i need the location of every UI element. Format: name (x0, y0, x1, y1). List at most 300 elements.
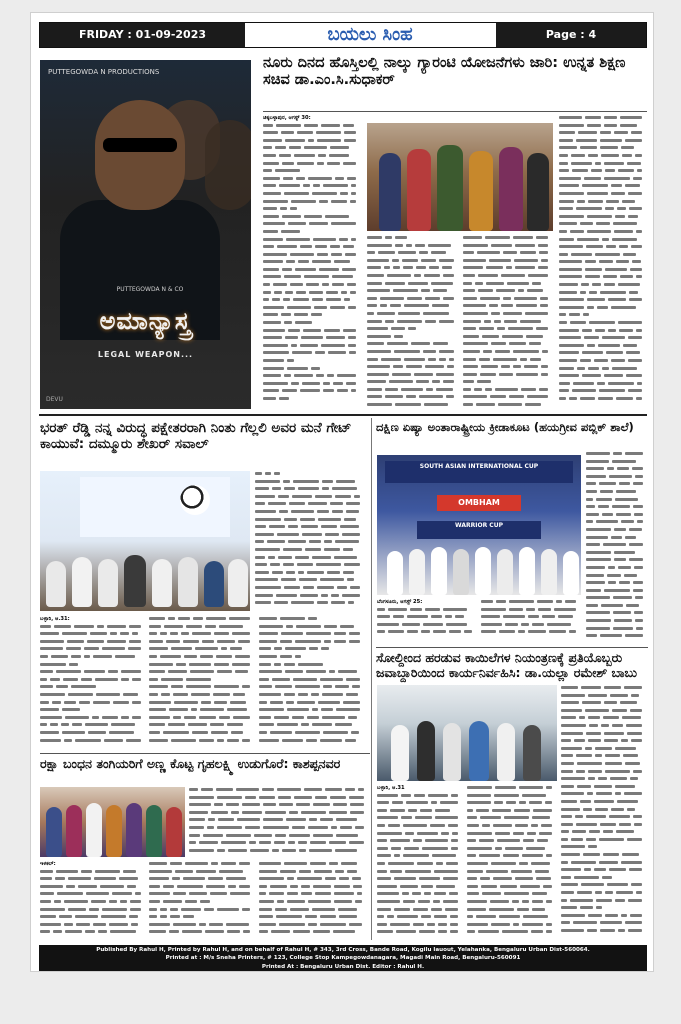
body-text-line (40, 914, 146, 922)
body-text-line (481, 629, 581, 637)
body-text-line (259, 738, 365, 746)
body-text-line (463, 303, 553, 311)
body-text-line (189, 833, 369, 841)
body-text-line (559, 381, 647, 389)
body-text-line (586, 459, 648, 467)
body-text-line (559, 305, 647, 313)
body-text-line (367, 288, 459, 296)
body-text-line (367, 364, 459, 372)
body-text-line (149, 922, 255, 930)
body-text-line (189, 825, 369, 833)
body-text-line (259, 639, 365, 647)
body-text-line (259, 876, 367, 884)
body-text-line (40, 631, 146, 639)
body-text-line (377, 922, 463, 930)
divider (40, 753, 370, 754)
body-text-line (149, 631, 255, 639)
body-text-line (586, 504, 648, 512)
body-text-line (586, 497, 648, 505)
article-photo (367, 123, 553, 231)
divider (263, 111, 647, 112)
body-text-line (586, 595, 648, 603)
body-text-line (263, 199, 361, 207)
body-text-line (255, 562, 365, 570)
body-text-line (561, 753, 647, 761)
body-text-line (561, 860, 647, 868)
body-text-line (259, 624, 365, 632)
body-text-line (559, 282, 647, 290)
body-text-line (263, 366, 361, 374)
body-text-line (559, 168, 647, 176)
imprint-printer: Printed at : M/s Sneha Printers, # 123, College Stop Kampegowdanagara, Magadi Main Road, Bengaluru-560091 (165, 955, 521, 962)
body-text-line (561, 882, 647, 890)
body-text-line (586, 573, 648, 581)
body-text-line (255, 486, 365, 494)
body-text-line (259, 715, 365, 723)
body-text-line (259, 929, 367, 937)
body-text-line (263, 267, 361, 275)
body-text-line (40, 876, 146, 884)
body-text-line (561, 738, 647, 746)
body-text-line (149, 616, 255, 624)
body-text-line (259, 616, 365, 624)
body-text-line (40, 684, 146, 692)
body-text-line (467, 815, 557, 823)
body-text-line (561, 693, 647, 701)
body-text-line (586, 542, 648, 550)
body-text-line (259, 677, 365, 685)
story-dateline: ಚಿಕ್ಕಬಳ್ಳಾಪುರ, ಆಗಸ್ಟ್ 30: (263, 115, 311, 121)
body-text-line (463, 243, 553, 251)
body-text-line (149, 662, 255, 670)
body-text-line (561, 890, 647, 898)
body-text-line (255, 570, 365, 578)
body-text-line (561, 715, 647, 723)
body-text-line (149, 929, 255, 937)
imprint-editor: Printed At : Bengaluru Urban Dist. Editor : Rahul H. (261, 963, 425, 970)
body-text-line (561, 822, 647, 830)
story-dateline: ಇಳಕಲ್: (40, 861, 56, 867)
article-body (259, 861, 367, 941)
body-text-line (149, 692, 255, 700)
body-text-line (40, 884, 146, 892)
newspaper-title: ಬಯಲು ಸಿಂಹ (327, 24, 413, 45)
masthead (39, 22, 647, 48)
body-text-line (263, 259, 361, 267)
body-text-line (377, 929, 463, 937)
body-text-line (367, 357, 459, 365)
body-text-line (259, 722, 365, 730)
body-text-line (561, 844, 647, 852)
story-dateline: ಬಳ್ಳಾರಿ, ಆ.31: (40, 616, 70, 622)
body-text-line (367, 334, 459, 342)
article-photo (40, 471, 250, 611)
body-text-line (263, 373, 361, 381)
body-text-line (467, 876, 557, 884)
body-text-line (561, 799, 647, 807)
story-headline: ಸೋಲ್ದೀಂದ ಹರಡುವ ಕಾಯಿಲೆಗಳ ನಿಯಂತ್ರಣಕ್ಕೆ ಪ್ರತಿಯೊಬ್ಬರು ಜವಾಬ್ದಾರಿಯಿಂದ ಕಾರ್ಯನಿರ್ವಹಿಸಿ: ಡಾ.ಯಲ್ಲಾ ರಮೇಶ್ ಬಾಬು (376, 650, 637, 680)
body-text-line (467, 838, 557, 846)
body-text-line (586, 489, 648, 497)
production-label: PUTTEGOWDA N PRODUCTIONS (48, 68, 160, 76)
event-banner-mid: OMBHAM (437, 495, 521, 511)
article-body (561, 685, 647, 940)
body-text-line (263, 138, 361, 146)
body-text-line (259, 707, 365, 715)
body-text-line (463, 341, 553, 349)
body-text-line (263, 388, 361, 396)
body-text-line (263, 290, 361, 298)
body-text-line (561, 769, 647, 777)
body-text-line (559, 206, 647, 214)
body-text-line (561, 920, 647, 928)
body-text-line (40, 639, 146, 647)
body-text-line (259, 869, 367, 877)
body-text-line (263, 252, 361, 260)
body-text-line (561, 700, 647, 708)
body-text-line (463, 311, 553, 319)
body-text-line (586, 603, 648, 611)
body-text-line (467, 808, 557, 816)
body-text-line (259, 922, 367, 930)
body-text-line (189, 795, 369, 803)
body-text-line (467, 785, 557, 793)
body-text-line (467, 823, 557, 831)
body-text-line (40, 654, 146, 662)
body-text-line (586, 481, 648, 489)
story-dateline: ಬೆಂಗಳೂರು, ಆಗಸ್ಟ್ 25: (377, 599, 423, 605)
body-text-line (463, 372, 553, 380)
body-text-line (40, 899, 146, 907)
body-text-line (377, 853, 463, 861)
body-text-line (463, 258, 553, 266)
article-body (259, 616, 365, 750)
body-text-line (367, 265, 459, 273)
article-body (481, 599, 581, 643)
sunglasses-icon (103, 138, 177, 152)
body-text-line (559, 343, 647, 351)
poster-footer: DEVU (46, 396, 63, 403)
body-text-line (467, 914, 557, 922)
body-text-line (149, 876, 255, 884)
body-text-line (463, 288, 553, 296)
body-text-line (467, 869, 557, 877)
body-text-line (263, 320, 361, 328)
body-text-line (367, 349, 459, 357)
body-text-line (255, 555, 365, 563)
body-text-line (40, 869, 146, 877)
movie-logo: ಅಮಾನ್ಯಾಸ್ತ್ರ (99, 306, 192, 335)
body-text-line (263, 229, 361, 237)
body-text-line (367, 303, 459, 311)
body-text-line (377, 861, 463, 869)
article-body (263, 115, 361, 410)
body-text-line (189, 787, 369, 795)
body-text-line (367, 379, 459, 387)
body-text-line (586, 550, 648, 558)
body-text-line (263, 350, 361, 358)
body-text-line (377, 899, 463, 907)
body-text-line (263, 214, 361, 222)
body-text-line (367, 319, 459, 327)
body-text-line (559, 153, 647, 161)
article-photo (40, 787, 185, 857)
body-text-line (367, 394, 459, 402)
body-text-line (149, 707, 255, 715)
body-text-line (467, 899, 557, 907)
body-text-line (559, 229, 647, 237)
movie-poster (40, 60, 251, 409)
body-text-line (561, 761, 647, 769)
article-body (40, 616, 146, 750)
body-text-line (367, 258, 459, 266)
body-text-line (377, 914, 463, 922)
body-text-line (40, 891, 146, 899)
body-text-line (377, 876, 463, 884)
body-text-line (463, 349, 553, 357)
body-text-line (467, 891, 557, 899)
body-text-line (586, 565, 648, 573)
body-text-line (586, 535, 648, 543)
divider (376, 647, 648, 648)
body-text-line (463, 364, 553, 372)
body-text-line (149, 715, 255, 723)
body-text-line (559, 274, 647, 282)
story-dateline: ಬಳ್ಳಾರಿ, ಆ.31 (377, 785, 405, 791)
body-text-line (263, 206, 361, 214)
article-body (377, 785, 463, 940)
body-text-line (263, 123, 361, 131)
body-text-line (561, 807, 647, 815)
article-body (149, 616, 255, 750)
body-text-line (263, 161, 361, 169)
body-text-line (467, 884, 557, 892)
body-text-line (149, 884, 255, 892)
body-text-line (263, 191, 361, 199)
body-text-line (463, 250, 553, 258)
body-text-line (255, 577, 365, 585)
body-text-line (559, 161, 647, 169)
body-text-line (149, 899, 255, 907)
body-text-line (559, 328, 647, 336)
body-text-line (149, 684, 255, 692)
body-text-line (367, 311, 459, 319)
body-text-line (149, 654, 255, 662)
article-photo (377, 685, 557, 781)
body-text-line (559, 199, 647, 207)
body-text-line (561, 708, 647, 716)
body-text-line (463, 273, 553, 281)
body-text-line (559, 221, 647, 229)
body-text-line (561, 913, 647, 921)
body-text-line (559, 130, 647, 138)
body-text-line (467, 929, 557, 937)
body-text-line (586, 474, 648, 482)
body-text-line (40, 722, 146, 730)
body-text-line (561, 867, 647, 875)
body-text-line (463, 394, 553, 402)
article-body (367, 235, 459, 411)
body-text-line (467, 861, 557, 869)
body-text-line (377, 891, 463, 899)
body-text-line (559, 335, 647, 343)
body-text-line (561, 776, 647, 784)
body-text-line (263, 221, 361, 229)
body-text-line (559, 312, 647, 320)
body-text-line (259, 646, 365, 654)
poster-tagline: LEGAL WEAPON... (97, 350, 194, 359)
body-text-line (263, 335, 361, 343)
body-text-line (559, 388, 647, 396)
body-text-line (263, 297, 361, 305)
body-text-line (259, 891, 367, 899)
body-text-line (263, 312, 361, 320)
body-text-line (561, 791, 647, 799)
body-text-line (463, 319, 553, 327)
body-text-line (255, 547, 365, 555)
body-text-line (467, 853, 557, 861)
body-text-line (149, 914, 255, 922)
imprint-publisher: Published By Rahul H, Printed by Rahul H, and on behalf of Rahul H, # 343, 3rd Cross, Bande Road, Kogilu lauout, Yelahanka, Bengaluru Urban Dist-560064. (96, 947, 590, 953)
body-text-line (263, 396, 361, 404)
body-text-line (586, 633, 648, 641)
body-text-line (463, 281, 553, 289)
article-body (559, 115, 647, 411)
football-icon (180, 485, 210, 515)
event-banner: SOUTH ASIAN INTERNATIONAL CUP (385, 461, 573, 483)
story-headline: ರಕ್ಷಾ ಬಂಧನ ತಂಗಿಯರಿಗೆ ಅಣ್ಣ ಕೊಟ್ಟ ಗೃಹಲಕ್ಷ್ಮಿ ಉಡುಗೊರೆ: ಕಾಶಪ್ಪನವರ (40, 756, 341, 771)
body-text-line (40, 907, 146, 915)
body-text-line (367, 235, 459, 243)
body-text-line (463, 235, 553, 243)
body-text-line (463, 402, 553, 410)
body-text-line (255, 539, 365, 547)
body-text-line (263, 130, 361, 138)
article-body (40, 861, 146, 941)
body-text-line (463, 379, 553, 387)
body-text-line (255, 532, 365, 540)
body-text-line (377, 614, 477, 622)
article-body (149, 861, 255, 941)
body-text-line (40, 692, 146, 700)
body-text-line (40, 715, 146, 723)
body-text-line (561, 898, 647, 906)
body-text-line (377, 607, 477, 615)
article-body (255, 471, 365, 611)
issue-date: FRIDAY : 01-09-2023 (40, 23, 245, 47)
body-text-line (149, 646, 255, 654)
body-text-line (586, 588, 648, 596)
body-text-line (263, 305, 361, 313)
body-text-line (467, 793, 557, 801)
body-text-line (40, 662, 146, 670)
body-text-line (559, 297, 647, 305)
body-text-line (263, 183, 361, 191)
body-text-line (481, 614, 581, 622)
newspaper-page (30, 12, 654, 972)
body-text-line (149, 639, 255, 647)
body-text-line (586, 451, 648, 459)
body-text-line (40, 669, 146, 677)
body-text-line (367, 273, 459, 281)
body-text-line (377, 629, 477, 637)
body-text-line (559, 267, 647, 275)
body-text-line (377, 808, 463, 816)
body-text-line (467, 846, 557, 854)
body-text-line (149, 722, 255, 730)
body-text-line (255, 524, 365, 532)
article-body (189, 787, 369, 857)
body-text-line (561, 723, 647, 731)
body-text-line (40, 922, 146, 930)
body-text-line (559, 176, 647, 184)
body-text-line (255, 509, 365, 517)
body-text-line (263, 145, 361, 153)
poster-credit: PUTTEGOWDA N & CO (116, 286, 184, 293)
body-text-line (263, 358, 361, 366)
body-text-line (586, 512, 648, 520)
body-text-line (377, 907, 463, 915)
article-body (586, 451, 648, 641)
story-headline: ದಕ್ಷಿಣ ಏಷ್ಯಾ ಅಂತಾರಾಷ್ಟ್ರೀಯ ಕ್ರೀಡಾಕೂಟ (ಹಯಗ್ರೀವ ಪಬ್ಲಿಕ್ ಶಾಲೆ) (376, 420, 634, 434)
event-banner-low: WARRIOR CUP (417, 521, 541, 539)
story-headline: ನೂರು ದಿನದ ಹೊಸ್ತಿಲಲ್ಲಿ ನಾಲ್ಕು ಗ್ಯಾರಂಟಿ ಯೋಜನೆಗಳು ಜಾರಿ: ಉನ್ನತ ಶಿಕ್ಷಣ ಸಚಿವ ಡಾ.ಎಂ.ಸಿ.ಸುಧಾಕರ್ (263, 55, 626, 89)
body-text-line (559, 191, 647, 199)
body-text-line (149, 907, 255, 915)
body-text-line (463, 326, 553, 334)
body-text-line (467, 907, 557, 915)
body-text-line (367, 372, 459, 380)
poster-figure-face (95, 100, 185, 210)
body-text-line (481, 622, 581, 630)
body-text-line (189, 810, 369, 818)
body-text-line (263, 282, 361, 290)
body-text-line (559, 290, 647, 298)
body-text-line (559, 183, 647, 191)
story-headline: ಭರತ್ ರೆಡ್ಡಿ ನನ್ನ ವಿರುದ್ಧ ಪಕ್ಷೇತರರಾಗಿ ನಿಂತು ಗೆಲ್ಲಲಿ ಅವರ ಮನೆ ಗೇಟ್ ಕಾಯುವೆ: ದಮ್ಮೂರು ಶೇಖರ್ ಸವಾಲ್ (40, 420, 352, 452)
body-text-line (559, 145, 647, 153)
body-text-line (377, 838, 463, 846)
body-text-line (40, 646, 146, 654)
body-text-line (463, 265, 553, 273)
body-text-line (149, 861, 255, 869)
body-text-line (40, 929, 146, 937)
body-text-line (586, 557, 648, 565)
body-text-line (377, 815, 463, 823)
body-text-line (263, 176, 361, 184)
body-text-line (259, 692, 365, 700)
body-text-line (481, 607, 581, 615)
body-text-line (149, 677, 255, 685)
column-divider (371, 418, 372, 940)
body-text-line (149, 669, 255, 677)
body-text-line (377, 800, 463, 808)
body-text-line (586, 618, 648, 626)
body-text-line (259, 700, 365, 708)
body-text-line (561, 829, 647, 837)
body-text-line (586, 610, 648, 618)
body-text-line (467, 922, 557, 930)
body-text-line (255, 585, 365, 593)
body-text-line (40, 707, 146, 715)
body-text-line (189, 817, 369, 825)
body-text-line (377, 846, 463, 854)
body-text-line (377, 831, 463, 839)
body-text-line (259, 669, 365, 677)
body-text-line (40, 624, 146, 632)
body-text-line (559, 115, 647, 123)
body-text-line (149, 869, 255, 877)
